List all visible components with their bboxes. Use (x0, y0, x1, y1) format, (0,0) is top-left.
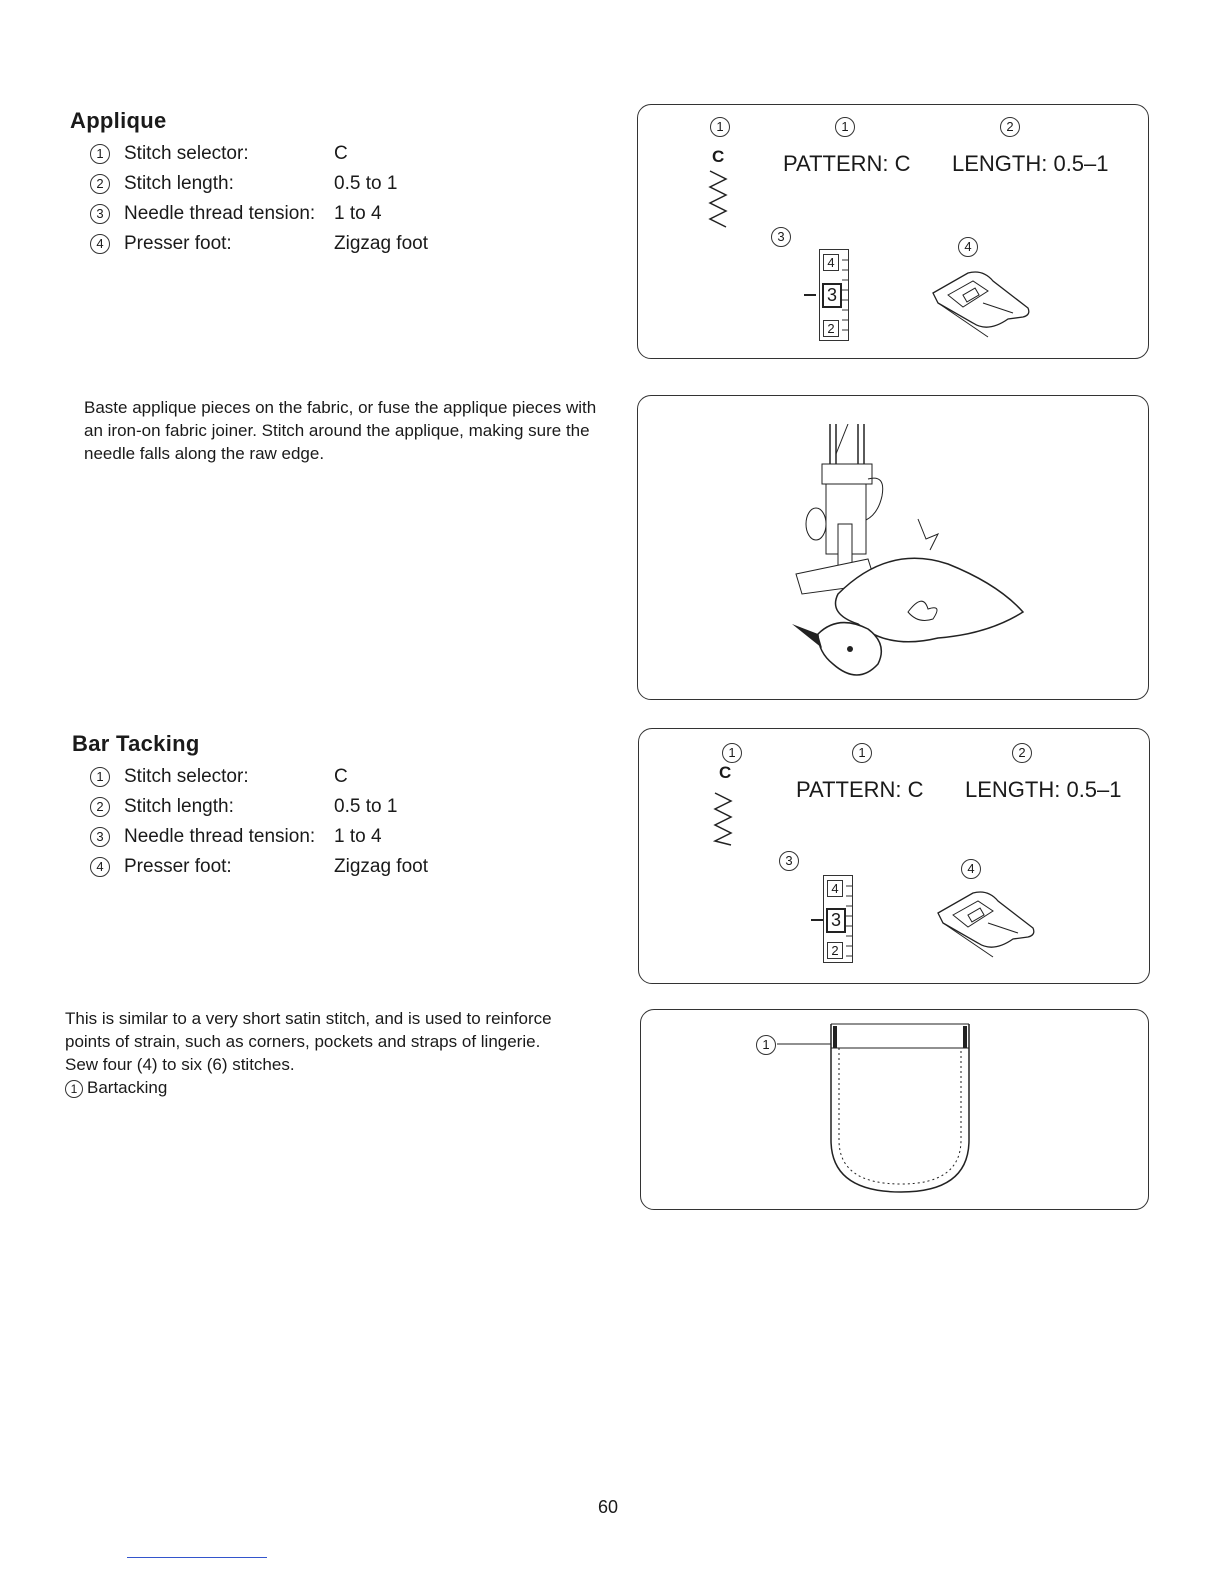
marker-length: 2 (1000, 117, 1020, 137)
applique-illustration-panel (637, 395, 1149, 700)
marker-foot: 4 (958, 237, 978, 257)
bartack-right-mark (963, 1026, 967, 1048)
bar-tacking-setting-row (90, 852, 428, 882)
stitch-letter: C (712, 147, 725, 166)
setting-label: Stitch selector: (124, 766, 249, 787)
marker-bartack: 1 (756, 1035, 776, 1055)
marker-tension: 3 (771, 227, 791, 247)
dial-bottom-value: 2 (823, 320, 839, 337)
marker-stitch: 1 (710, 117, 730, 137)
footer-rule (127, 1557, 267, 1558)
sewing-machine-applique-illustration (778, 424, 1038, 686)
bar-tacking-settings-panel (638, 728, 1150, 984)
applique-settings (90, 139, 428, 259)
length-text: LENGTH: 0.5–1 (952, 151, 1109, 176)
description-paragraph: Sew four (4) to six (6) stitches. (65, 1055, 295, 1074)
marker-length: 2 (1012, 743, 1032, 763)
pocket-illustration-panel (640, 1009, 1149, 1210)
stitch-letter: C (719, 763, 732, 782)
dial-current-value: 3 (826, 908, 846, 933)
dial-top-value: 4 (823, 254, 839, 271)
setting-value: 1 to 4 (334, 826, 382, 847)
marker-1: 1 (90, 144, 110, 164)
tension-dial (823, 875, 853, 963)
dial-top-value: 4 (827, 880, 843, 897)
bar-tacking-title: Bar Tacking (72, 731, 200, 756)
setting-label: Stitch length: (124, 796, 234, 817)
marker-tension: 3 (779, 851, 799, 871)
setting-value: 0.5 to 1 (334, 796, 398, 817)
bartacking-caption (65, 1076, 575, 1099)
setting-label: Stitch selector: (124, 143, 249, 164)
setting-label: Stitch length: (124, 173, 234, 194)
zigzag-presser-foot-icon (933, 883, 1043, 963)
bar-tacking-settings (90, 762, 428, 882)
setting-value: 1 to 4 (334, 203, 382, 224)
dial-ticks-icon (846, 876, 852, 962)
caption-text: Bartacking (87, 1078, 168, 1097)
zigzag-stitch-icon (706, 167, 732, 231)
applique-setting-row (90, 199, 428, 229)
marker-3: 3 (90, 204, 110, 224)
setting-label: Needle thread tension: (124, 826, 316, 847)
setting-label: Needle thread tension: (124, 203, 316, 224)
marker-foot: 4 (961, 859, 981, 879)
description-paragraph: This is similar to a very short satin stitch, and is used to reinforce points of strain, such as corners, pockets and straps of lingerie. (65, 1009, 552, 1051)
dial-ticks-icon (842, 250, 848, 340)
setting-value: 0.5 to 1 (334, 173, 398, 194)
marker-3: 3 (90, 827, 110, 847)
bar-tacking-setting-row (90, 792, 428, 822)
pocket-bartack-illustration (777, 1020, 977, 1196)
marker-stitch: 1 (722, 743, 742, 763)
length-text: LENGTH: 0.5–1 (965, 777, 1122, 802)
bar-tacking-setting-row (90, 822, 428, 852)
bartack-left-mark (833, 1026, 837, 1048)
applique-setting-row (90, 229, 428, 259)
zigzag-stitch-icon (711, 789, 737, 847)
pattern-text: PATTERN: C (783, 151, 911, 176)
setting-value: C (334, 766, 348, 787)
marker-pattern: 1 (835, 117, 855, 137)
dial-bottom-value: 2 (827, 942, 843, 959)
dial-current-value: 3 (822, 283, 842, 308)
applique-description: Baste applique pieces on the fabric, or fuse the applique pieces with an iron-on fabric joiner. Stitch around the applique, making sure the needle falls along the raw edge. (84, 398, 597, 463)
setting-value: Zigzag foot (334, 233, 428, 254)
marker-4: 4 (90, 234, 110, 254)
setting-value: C (334, 143, 348, 164)
page-number: 60 (598, 1497, 619, 1517)
applique-setting-row (90, 139, 428, 169)
setting-value: Zigzag foot (334, 856, 428, 877)
applique-settings-panel (637, 104, 1149, 359)
marker-4: 4 (90, 857, 110, 877)
bar-tacking-setting-row (90, 762, 428, 792)
pattern-text: PATTERN: C (796, 777, 924, 802)
setting-label: Presser foot: (124, 233, 232, 254)
marker-2: 2 (90, 797, 110, 817)
dial-indicator (804, 294, 816, 296)
marker-2: 2 (90, 174, 110, 194)
tension-dial (819, 249, 849, 341)
applique-title: Applique (70, 108, 167, 133)
applique-setting-row (90, 169, 428, 199)
setting-label: Presser foot: (124, 856, 232, 877)
bar-tacking-description (65, 1007, 575, 1099)
marker-1: 1 (90, 767, 110, 787)
dial-indicator (811, 919, 823, 921)
marker-pattern: 1 (852, 743, 872, 763)
marker-1: 1 (65, 1080, 83, 1098)
zigzag-presser-foot-icon (928, 263, 1038, 343)
